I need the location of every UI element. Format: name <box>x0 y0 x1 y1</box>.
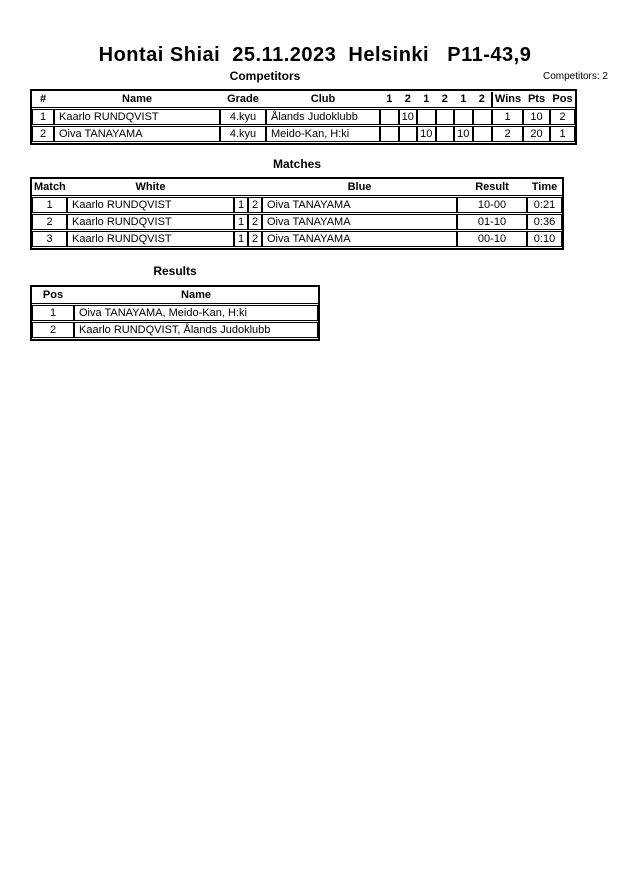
match-result: 01-10 <box>457 214 527 230</box>
header-pos: Pos <box>42 289 64 301</box>
score-cell <box>436 126 455 142</box>
result-name: Kaarlo RUNDQVIST, Ålands Judoklubb <box>74 322 318 338</box>
competitor-wins: 2 <box>491 126 523 142</box>
match-row <box>32 231 562 247</box>
page-title: Hontai Shiai 25.11.2023 Helsinki P11-43,9 <box>98 44 532 66</box>
competitor-row <box>32 126 575 142</box>
match-white-num: 1 <box>234 197 248 213</box>
header-club: Club <box>310 93 336 105</box>
score-cell <box>380 109 399 125</box>
match-blue-name: Oiva TANAYAMA <box>262 197 457 213</box>
header-grade: Grade <box>227 93 259 105</box>
header-score-1: 1 <box>386 93 393 105</box>
header-time: Time <box>531 181 558 193</box>
match-blue-name: Oiva TANAYAMA <box>262 214 457 230</box>
header-score-4: 2 <box>441 93 448 105</box>
results-section-title: Results <box>153 264 197 278</box>
competitor-club: Ålands Judoklubb <box>266 109 380 125</box>
header-white: White <box>135 181 166 193</box>
matches-header-row <box>32 180 562 196</box>
score-cell <box>380 126 399 142</box>
competitor-club: Meido-Kan, H:ki <box>266 126 380 142</box>
match-number: 2 <box>32 214 67 230</box>
result-position: 2 <box>32 322 74 338</box>
header-wins: Wins <box>491 92 523 107</box>
header-pos: Pos <box>552 93 573 105</box>
match-row <box>32 214 562 230</box>
competitor-row <box>32 109 575 125</box>
competitor-position: 1 <box>550 126 575 142</box>
competitor-number: 2 <box>32 126 54 142</box>
match-blue-num: 2 <box>248 197 262 213</box>
score-cell: 10 <box>417 126 436 142</box>
score-cell <box>436 109 455 125</box>
results-header-row <box>32 288 318 304</box>
competitors-section-title: Competitors <box>229 69 301 83</box>
header-score-6: 2 <box>478 93 485 105</box>
match-row <box>32 197 562 213</box>
results-table <box>30 285 320 341</box>
score-cell <box>473 109 492 125</box>
competitor-wins: 1 <box>491 109 523 125</box>
score-cell <box>417 109 436 125</box>
competitors-header-row <box>32 92 575 108</box>
competitor-points: 20 <box>523 126 550 142</box>
match-time: 0:36 <box>527 214 562 230</box>
header-match: Match <box>34 181 66 193</box>
result-row <box>32 305 318 321</box>
score-cell: 10 <box>454 126 473 142</box>
competitor-points: 10 <box>523 109 550 125</box>
header-result: Result <box>475 181 509 193</box>
match-time: 0:21 <box>527 197 562 213</box>
match-result: 10-00 <box>457 197 527 213</box>
header-num: # <box>39 93 47 105</box>
match-time: 0:10 <box>527 231 562 247</box>
competitors-count-label: Competitors: 2 <box>542 71 608 82</box>
competitor-grade: 4.kyu <box>220 126 266 142</box>
match-white-name: Kaarlo RUNDQVIST <box>67 197 234 213</box>
header-score-2: 2 <box>404 93 411 105</box>
match-white-name: Kaarlo RUNDQVIST <box>67 214 234 230</box>
match-blue-name: Oiva TANAYAMA <box>262 231 457 247</box>
result-position: 1 <box>32 305 74 321</box>
match-blue-num: 2 <box>248 214 262 230</box>
score-cell <box>473 126 492 142</box>
header-pts: Pts <box>527 93 546 105</box>
match-white-name: Kaarlo RUNDQVIST <box>67 231 234 247</box>
match-number: 3 <box>32 231 67 247</box>
competitor-name: Oiva TANAYAMA <box>54 126 220 142</box>
score-cell: 10 <box>399 109 418 125</box>
header-name: Name <box>181 289 211 301</box>
match-number: 1 <box>32 197 67 213</box>
result-row <box>32 322 318 338</box>
header-spacer <box>234 180 262 195</box>
competitor-grade: 4.kyu <box>220 109 266 125</box>
matches-section-title: Matches <box>272 157 322 171</box>
match-blue-num: 2 <box>248 231 262 247</box>
competitors-table <box>30 89 577 145</box>
header-name: Name <box>122 93 152 105</box>
score-cell <box>454 109 473 125</box>
competitor-position: 2 <box>550 109 575 125</box>
competitor-name: Kaarlo RUNDQVIST <box>54 109 220 125</box>
result-name: Oiva TANAYAMA, Meido-Kan, H:ki <box>74 305 318 321</box>
header-score-3: 1 <box>423 93 430 105</box>
header-score-5: 1 <box>460 93 467 105</box>
match-result: 00-10 <box>457 231 527 247</box>
competitor-number: 1 <box>32 109 54 125</box>
header-blue: Blue <box>347 181 372 193</box>
score-cell <box>399 126 418 142</box>
match-white-num: 1 <box>234 231 248 247</box>
match-white-num: 1 <box>234 214 248 230</box>
matches-table <box>30 177 564 250</box>
